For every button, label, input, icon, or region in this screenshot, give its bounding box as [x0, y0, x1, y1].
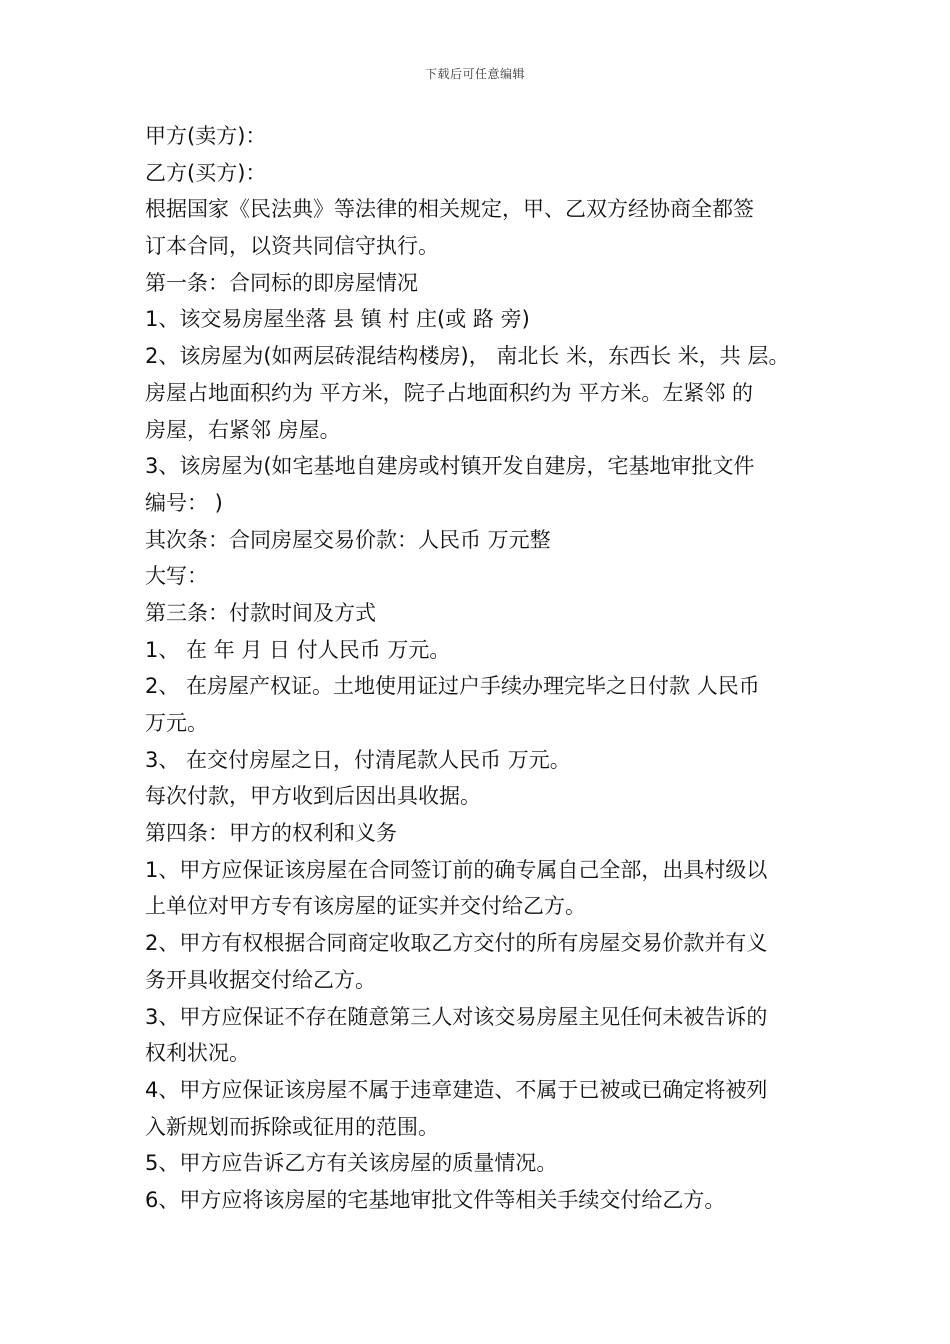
clause-line: 1、甲方应保证该房屋在合同签订前的确专属自己全部，出具村级以 [145, 857, 768, 882]
article-heading: 第一条：合同标的即房屋情况 [145, 270, 418, 295]
clause-line: 1、该交易房屋坐落 县 镇 村 庄(或 路 旁) [145, 307, 530, 332]
clause-line: 5、甲方应告诉乙方有关该房屋的质量情况。 [145, 1151, 558, 1176]
party-b-line: 乙方(买方)： [145, 160, 267, 185]
page-header: 下载后可任意编辑 [424, 67, 525, 81]
clause-line: 务开具收据交付给乙方。 [145, 967, 376, 992]
party-a-line: 甲方(卖方)： [145, 124, 267, 148]
article-heading: 第三条：付款时间及方式 [145, 600, 376, 625]
clause-line: 房屋占地面积约为 平方米，院子占地面积约为 平方米。左紧邻 的 [145, 380, 754, 405]
clause-line: 2、该房屋为(如两层砖混结构楼房)， 南北长 米，东西长 米，共 层。 [145, 344, 790, 369]
clause-line: 3、甲方应保证不存在随意第三人对该交易房屋主见任何未被告诉的 [145, 1004, 768, 1029]
clause-line: 上单位对甲方专有该房屋的证实并交付给乙方。 [145, 894, 586, 919]
clause-line: 权利状况。 [145, 1041, 250, 1066]
contract-body [145, 118, 845, 1219]
clause-line: 万元。 [145, 711, 208, 735]
article-heading: 其次条：合同房屋交易价款：人民币 万元整 [145, 527, 551, 552]
preamble-line: 订本合同，以资共同信守执行。 [145, 234, 439, 259]
clause-line: 房屋，右紧邻 房屋。 [145, 417, 341, 442]
clause-line: 每次付款，甲方收到后因出具收据。 [145, 784, 481, 809]
clause-line: 编号： ) [145, 490, 223, 515]
clause-line: 3、 在交付房屋之日，付清尾款人民币 万元。 [145, 747, 571, 772]
clause-line: 大写： [145, 564, 208, 589]
clause-line: 3、该房屋为(如宅基地自建房或村镇开发自建房，宅基地审批文件 [145, 454, 755, 479]
clause-line: 2、甲方有权根据合同商定收取乙方交付的所有房屋交易价款并有义 [145, 931, 768, 956]
clause-line: 2、 在房屋产权证。土地使用证过户手续办理完毕之日付款 人民币 [145, 674, 760, 699]
preamble-line: 根据国家《民法典》等法律的相关规定，甲、乙双方经协商全都签 [145, 197, 754, 222]
article-heading: 第四条：甲方的权利和义务 [145, 821, 397, 846]
clause-line: 1、 在 年 月 日 付人民币 万元。 [145, 637, 451, 662]
clause-line: 4、甲方应保证该房屋不属于违章建造、不属于已被或已确定将被列 [145, 1077, 768, 1102]
clause-line: 入新规划而拆除或征用的范围。 [145, 1114, 439, 1139]
clause-line: 6、甲方应将该房屋的宅基地审批文件等相关手续交付给乙方。 [145, 1187, 726, 1212]
